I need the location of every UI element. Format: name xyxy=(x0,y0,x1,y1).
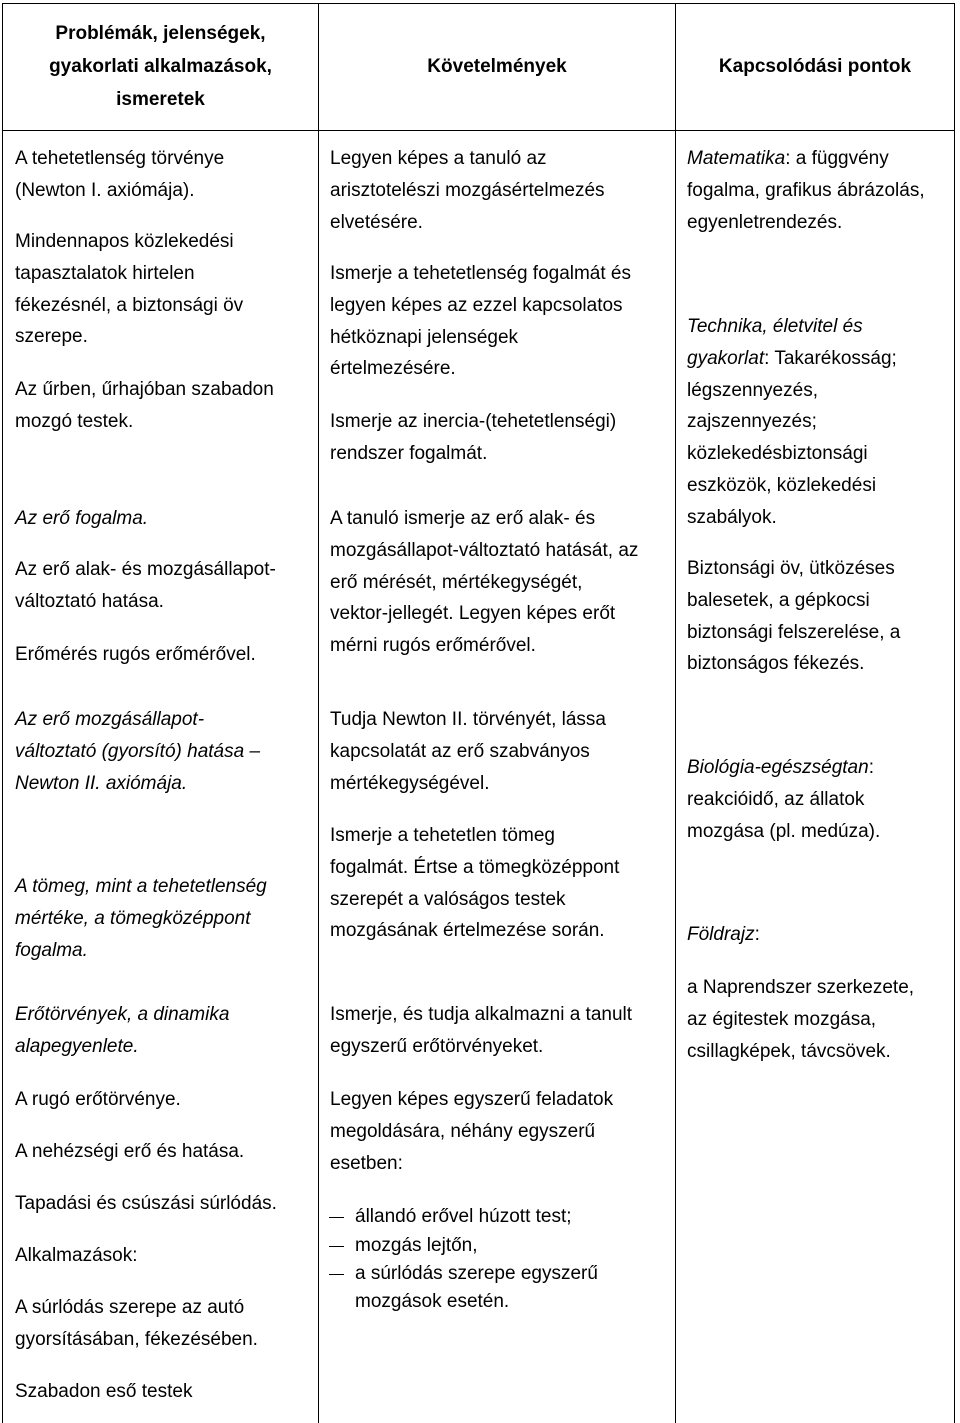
req-inertial-frame: Ismerje az inercia-(tehetetlenségi) rendszer fogalmát. xyxy=(330,411,617,464)
topic-friction: Tapadási és csúszási súrlódás. xyxy=(15,1193,277,1214)
list-item: a súrlódás szerepe egyszerű xyxy=(355,1260,598,1289)
link-technology: Technika, életvitel és gyakorlat: Takarékosság; légszennyezés, zajszennyezés; közlekedésbiztonsági eszközök, közlekedési szabályok. xyxy=(687,316,897,528)
list-item-continuation: mozgások esetén. xyxy=(355,1291,510,1312)
column-divider xyxy=(318,3,319,1423)
req-newton-second: Tudja Newton II. törvényét, lássa kapcsolatát az erő szabványos mértékegységével. xyxy=(330,709,606,794)
topic-gravity: A nehézségi erő és hatása. xyxy=(15,1141,245,1162)
req-force-effects: A tanuló ismerje az erő alak- és mozgásállapot-változtató hatását, az erő mérését, mértékegységét, vektor-jellegét. Legyen képes erőt mérni rugós erőmérővel. xyxy=(330,508,639,657)
req-force-laws: Ismerje, és tudja alkalmazni a tanult egyszerű erőtörvényeket. xyxy=(330,1004,633,1057)
topic-newton-first-law: A tehetetlenség törvénye (Newton I. axiómája). xyxy=(15,148,225,201)
topic-applications: Alkalmazások: xyxy=(15,1245,138,1266)
req-mass: Ismerje a tehetetlen tömeg fogalmát. Értse a tömegközéppont szerepét a valóságos testek mozgásának értelmezése során. xyxy=(330,825,620,942)
header-requirements: Követelmények xyxy=(427,56,567,77)
topic-free-fall: Szabadon eső testek xyxy=(15,1381,193,1402)
column-divider xyxy=(675,3,676,1423)
topic-car-friction: A súrlódás szerepe az autó gyorsításában, fékezésében. xyxy=(15,1297,258,1350)
link-safety: Biztonsági öv, ütközéses balesetek, a gépkocsi biztonsági felszerelése, a biztonságos fékezés. xyxy=(687,558,901,675)
table-right-border xyxy=(954,3,955,1423)
topic-mass: A tömeg, mint a tehetetlenség mértéke, a tömegközéppont fogalma. xyxy=(15,876,267,961)
dash-bullet-icon xyxy=(329,1246,344,1247)
topic-space: Az űrben, űrhajóban szabadon mozgó testek. xyxy=(15,379,274,432)
header-divider xyxy=(2,130,955,131)
topic-newton-second-law: Az erő mozgásállapot- változtató (gyorsító) hatása – Newton II. axiómája. xyxy=(15,709,261,794)
dash-bullet-icon xyxy=(329,1274,344,1275)
topic-force-measurement: Erőmérés rugós erőmérővel. xyxy=(15,644,256,665)
header-problems: Problémák, jelenségek, gyakorlati alkalmazások, ismeretek xyxy=(49,23,272,110)
header-connections: Kapcsolódási pontok xyxy=(718,56,912,77)
topic-spring: A rugó erőtörvénye. xyxy=(15,1089,181,1110)
topic-force-effect: Az erő alak- és mozgásállapot- változtató hatása. xyxy=(15,559,276,612)
list-item: állandó erővel húzott test; xyxy=(355,1203,572,1232)
link-geography-text: a Naprendszer szerkezete, az égitestek mozgása, csillagképek, távcsövek. xyxy=(687,977,915,1062)
link-mathematics: Matematika: a függvény fogalma, grafikus ábrázolás, egyenletrendezés. xyxy=(687,148,925,233)
req-problems: Legyen képes egyszerű feladatok megoldására, néhány egyszerű esetben: xyxy=(330,1089,614,1174)
req-inertia-concept: Ismerje a tehetetlenség fogalmát és legyen képes az ezzel kapcsolatos hétköznapi jelenségek értelmezésére. xyxy=(330,263,632,380)
topic-force-concept: Az erő fogalma. xyxy=(15,508,149,529)
topic-daily-traffic: Mindennapos közlekedési tapasztalatok hirtelen fékezésnél, a biztonsági öv szerepe. xyxy=(15,231,244,348)
link-biology: Biológia-egészségtan: reakcióidő, az állatok mozgása (pl. medúza). xyxy=(687,757,881,842)
dash-bullet-icon xyxy=(329,1217,344,1218)
topic-force-laws: Erőtörvények, a dinamika alapegyenlete. xyxy=(15,1004,230,1057)
req-aristotle: Legyen képes a tanuló az arisztotelészi mozgásértelmezés elvetésére. xyxy=(330,148,605,233)
link-geography: Földrajz: xyxy=(687,924,760,945)
list-item: mozgás lejtőn, xyxy=(355,1232,478,1261)
